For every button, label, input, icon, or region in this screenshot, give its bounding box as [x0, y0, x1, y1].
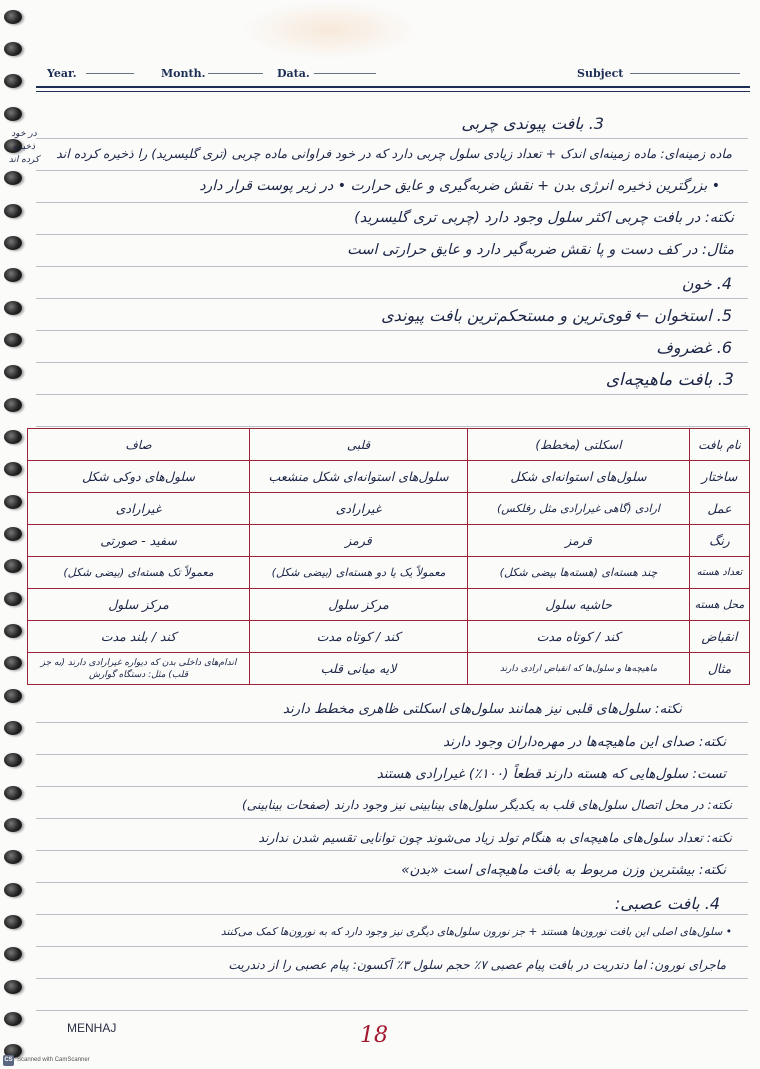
- ruled-line: [36, 754, 748, 755]
- table-cell: سفید - صورتی: [28, 525, 250, 557]
- spiral-ring: [4, 850, 22, 864]
- table-header-cell: نام بافت: [690, 429, 750, 461]
- table-cell: معمولاً تک هسته‌ای (بیضی شکل): [28, 557, 250, 589]
- row-label: مثال: [690, 653, 750, 685]
- note-line: ماجرای نورون: اما دندریت در بافت پیام عصبی ۷٪ حجم سلول ۳٪ آکسون: پیام عصبی را از دندریت: [228, 958, 726, 972]
- table-header-row: [28, 429, 750, 461]
- spiral-ring: [4, 462, 22, 476]
- spiral-ring: [4, 915, 22, 929]
- note-line: نکته: بیشترین وزن مربوط به بافت ماهیچه‌ای است «بدن»: [401, 862, 726, 878]
- table-cell: حاشیه سلول: [468, 589, 690, 621]
- ruled-line: [36, 786, 748, 787]
- header-rule: [36, 86, 750, 88]
- header-rule-thin: [36, 91, 750, 92]
- table-row: [28, 621, 750, 653]
- ruled-line: [36, 1010, 748, 1011]
- month-label: Month.: [161, 67, 206, 80]
- brand-name: MENHAJ: [67, 1021, 117, 1035]
- muscle-tissue-table: [27, 428, 750, 685]
- data-label: Data.: [277, 67, 310, 80]
- ruled-line: [36, 138, 748, 139]
- ruled-line: [36, 818, 748, 819]
- note-line: تست: سلول‌هایی که هسته دارند قطعاً (۱۰۰٪) غیرارادی هستند: [376, 766, 726, 782]
- data-dash: [314, 73, 376, 74]
- ruled-line: [36, 202, 748, 203]
- spiral-ring: [4, 689, 22, 703]
- ruled-line: [36, 170, 748, 171]
- table-row: [28, 653, 750, 685]
- subject-dash: [630, 73, 740, 74]
- ruled-line: [36, 722, 748, 723]
- spiral-ring: [4, 559, 22, 573]
- spiral-ring: [4, 721, 22, 735]
- note-line: نکته: صدای این ماهیچه‌ها در مهره‌داران وجود دارند: [443, 734, 726, 750]
- spiral-ring: [4, 42, 22, 56]
- table-row: [28, 493, 750, 525]
- table-cell: معمولاً یک یا دو هسته‌ای (بیضی شکل): [250, 557, 468, 589]
- note-line: • سلول‌های اصلی این بافت نورون‌ها هستند + جز نورون سلول‌های دیگری نیز وجود دارد که به نورون‌ها کمک می‌کنند: [220, 926, 732, 938]
- row-label: تعداد هسته: [690, 557, 750, 589]
- spiral-ring: [4, 656, 22, 670]
- spiral-ring: [4, 268, 22, 282]
- spiral-ring: [4, 430, 22, 444]
- spiral-ring: [4, 592, 22, 606]
- heading-cartilage: 6. غضروف: [656, 338, 732, 357]
- ruled-line: [36, 978, 748, 979]
- month-dash: [208, 73, 263, 74]
- ruled-line: [36, 850, 748, 851]
- table-cell: سلول‌های استوانه‌ای شکل منشعب: [250, 461, 468, 493]
- table-cell: مرکز سلول: [250, 589, 468, 621]
- subject-label: Subject: [577, 67, 624, 80]
- spiral-ring: [4, 883, 22, 897]
- spiral-ring: [4, 236, 22, 250]
- row-label: محل هسته: [690, 589, 750, 621]
- spiral-ring: [4, 301, 22, 315]
- table-cell: مرکز سلول: [28, 589, 250, 621]
- table-cell: قرمز: [468, 525, 690, 557]
- table-cell: سلول‌های استوانه‌ای شکل: [468, 461, 690, 493]
- note-line: نکته: سلول‌های قلبی نیز همانند سلول‌های اسکلتی ظاهری مخطط دارند: [282, 701, 682, 717]
- table-cell: سلول‌های دوکی شکل: [28, 461, 250, 493]
- row-label: ساختار: [690, 461, 750, 493]
- spiral-ring: [4, 753, 22, 767]
- table-cell: قرمز: [250, 525, 468, 557]
- table-row: [28, 557, 750, 589]
- table-cell: چند هسته‌ای (هسته‌ها بیضی شکل): [468, 557, 690, 589]
- spiral-ring: [4, 786, 22, 800]
- ruled-line: [36, 914, 748, 915]
- spiral-ring: [4, 74, 22, 88]
- table-cell: لایه میانی قلب: [250, 653, 468, 685]
- table-cell: غیرارادی: [250, 493, 468, 525]
- ruled-line: [36, 394, 748, 395]
- text-line: مثال: در کف دست و پا نقش ضربه‌گیر دارد و عایق حرارتی است: [347, 242, 734, 258]
- table-cell: ارادی (گاهی غیرارادی مثل رفلکس): [468, 493, 690, 525]
- spiral-ring: [4, 333, 22, 347]
- row-label: رنگ: [690, 525, 750, 557]
- table-row: [28, 589, 750, 621]
- spiral-ring: [4, 365, 22, 379]
- scanner-text: Scanned with CamScanner: [17, 1057, 90, 1063]
- spiral-ring: [4, 980, 22, 994]
- page-number: 18: [360, 1023, 388, 1048]
- text-line: ماده زمینه‌ای: ماده زمینه‌ای اندک + تعداد زیادی سلول چربی دارد که در خود فراوانی ماده چربی (تری گلیسرید) را ذخیره کرده اند: [56, 146, 732, 161]
- ruled-line: [36, 330, 748, 331]
- table-header-cell: قلبی: [250, 429, 468, 461]
- row-label: انقباض: [690, 621, 750, 653]
- spiral-ring: [4, 171, 22, 185]
- table-cell: غیرارادی: [28, 493, 250, 525]
- page-stain: [240, 0, 420, 60]
- heading-blood: 4. خون: [681, 274, 732, 293]
- spiral-ring: [4, 624, 22, 638]
- spiral-ring: [4, 107, 22, 121]
- heading-bone: 5. استخوان ← قوی‌ترین و مستحکم‌ترین بافت پیوندی: [381, 306, 732, 325]
- table-row: [28, 525, 750, 557]
- table-header-cell: اسکلتی (مخطط): [468, 429, 690, 461]
- table-cell: کند / کوتاه مدت: [468, 621, 690, 653]
- note-line: نکته: تعداد سلول‌های ماهیچه‌ای به هنگام تولد زیاد می‌شوند چون توانایی تقسیم شدن ندارند: [258, 830, 732, 845]
- text-line: نکته: در بافت چربی اکثر سلول وجود دارد (چربی تری گلیسرید): [354, 210, 734, 226]
- spiral-ring: [4, 398, 22, 412]
- heading-nervous: 4. بافت عصبی:: [614, 894, 720, 913]
- ruled-line: [36, 426, 748, 427]
- spiral-ring: [4, 947, 22, 961]
- text-line: • بزرگترین ذخیره انرژی بدن + نقش ضربه‌گیری و عایق حرارت • در زیر پوست قرار دارد: [199, 178, 720, 194]
- ruled-line: [36, 298, 748, 299]
- heading-muscle: 3. بافت ماهیچه‌ای: [605, 370, 734, 390]
- table-cell: کند / بلند مدت: [28, 621, 250, 653]
- margin-note: در خود ذخیره کرده اند: [8, 129, 40, 165]
- row-label: عمل: [690, 493, 750, 525]
- year-dash: [86, 73, 134, 74]
- note-line: نکته: در محل اتصال سلول‌های قلب به یکدیگر سلول‌های بینابینی نیز وجود دارند (صفحات بینابینی): [241, 798, 732, 812]
- scanner-watermark: [3, 1054, 90, 1066]
- ruled-line: [36, 362, 748, 363]
- camscanner-icon: CS: [3, 1055, 14, 1066]
- spiral-ring: [4, 818, 22, 832]
- table-row: [28, 461, 750, 493]
- ruled-line: [36, 882, 748, 883]
- spiral-ring: [4, 1012, 22, 1026]
- spiral-ring: [4, 527, 22, 541]
- ruled-line: [36, 266, 748, 267]
- heading-adipose: 3. بافت پیوندی چربی: [461, 114, 604, 133]
- spiral-ring: [4, 204, 22, 218]
- year-label: Year.: [47, 67, 77, 80]
- spiral-ring: [4, 495, 22, 509]
- table-cell: اندام‌های داخلی بدن که دیواره غیرارادی دارند (به جز قلب) مثل: دستگاه گوارش: [28, 653, 250, 685]
- table-cell: کند / کوتاه مدت: [250, 621, 468, 653]
- ruled-line: [36, 946, 748, 947]
- spiral-ring: [4, 10, 22, 24]
- table-header-cell: صاف: [28, 429, 250, 461]
- table-cell: ماهیچه‌ها و سلول‌ها که انقباض ارادی دارند: [468, 653, 690, 685]
- ruled-line: [36, 234, 748, 235]
